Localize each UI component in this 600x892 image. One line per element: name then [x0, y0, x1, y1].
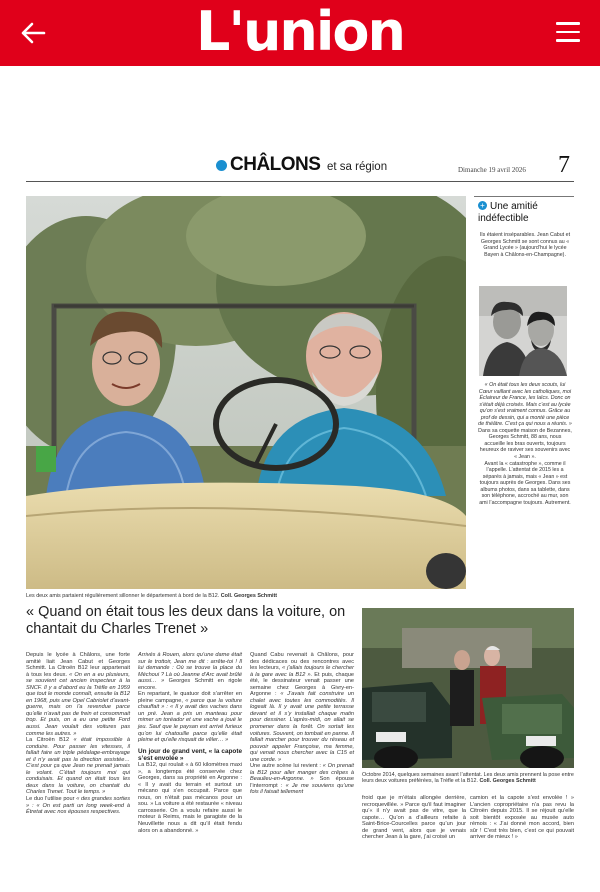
- col2-paragraph-1: Georges Schmitt en rigole encore.: [138, 678, 243, 691]
- col3-quote-4: « Je me souviens qu’une fois il faisait tellement: [250, 782, 354, 796]
- second-photo-caption: [362, 772, 574, 785]
- main-photo-credit: Coll. Georges Schmitt: [220, 593, 278, 599]
- col2-quote-2: « parce que la voiture chauffait » : « Il y avait des vaches dans un pré. Jean a pris un manteau pour mimer un toréador et une vache a joué le jeu. Sauf que le paysan est arrivé furieux qu’on lui chatouille parce qu’elle était pleine et qu’elle risquait de vêler… »: [138, 697, 242, 744]
- col3-quote-2: « J’avais fait construire un chalet avec toutes les commodités. Il logeait là. Il y avait une petite terrasse devant et il s’y installait chaque matin pour dessiner. L’après-midi, on allait se promener dans la forêt. On sortait les voitures. Souvent, on tombait en panne. Il fallait marcher pour trouver du réseau et pouvoir appeler Françoise, ma femme, qui venait nous chercher avec la C15 et une corde. »: [250, 691, 354, 763]
- sidebar-body: [478, 382, 572, 506]
- col3-paragraph-3: Une autre scène lui revient :: [250, 763, 321, 770]
- sidebar-lead: Ils étaient inséparables. Jean Cabut et Georges Schmitt se sont connus au « Grand Lycée » (aujourd’hui le lycée Bayen à Châlons-en-Champagne).: [479, 232, 571, 258]
- col1-quote-1: « On en a eu plusieurs, se souvient cet ancien inspecteur à la SNCF. Il y a d’abord eu la Trèfle en 1959 que tout le monde connaît, ensuite la B12 en 1968, puis une Opel Cabriolet d’avant-guerre, mais on l’a revendue parce qu’elle n’avait pas de frein et consommait trop. Et puis, on a eu une petite Ford aussi. Jean voulait des voitures pas comme les autres. »: [26, 671, 130, 737]
- app-header: [0, 0, 600, 66]
- article-column-4: froid que je m’étais allongée derrière, recroquevillée. » Parce qu’il faut imaginer qu’« il n’y avait pas de vitre, que la capote… Qu’on a d’ailleurs refaite à Saint-Brice-Courcelles parce qu’un jour de grand vent, alors que je venais chercher Jean à la gare, j’ai croisé un: [362, 795, 466, 841]
- section-subtitle: et sa région: [327, 161, 388, 173]
- col2-paragraph-2: En repartant, le quatuor doit s’arrêter en pleine campagne,: [138, 691, 242, 704]
- col2-paragraph-3: La B12, qui roulait « à 60 kilomètres maxi », a longtemps été conservée chez Georges, dans sa propriété en Argonne : « Il y avait du terrain et surtout un mécano qui s’en occupait. Parce que nous, on n’était pas mécanos pour un sou. » La voiture a été restaurée « niveau carrosserie. On a voulu refaire aussi le moteur à Reims, mais le garagiste de la Neuvillette nous a dit qu’il était fendu alors on a abandonné. »: [138, 762, 242, 834]
- article-column-1: [26, 652, 130, 816]
- col1-quote-2: « était impossible à conduire. Pour passer les vitesses, il fallait faire un triple pédalage-embrayage et il n’y avait pas la direction assistée… C’est pour ça que Jean ne prenait jamais le volant. C’était toujours moi qui conduisais. Et quand on était tous les deux dans la voiture, on chantait du Charles Trenet. Tout le temps. »: [26, 737, 130, 796]
- sidebar-divider: [474, 196, 574, 197]
- second-photo-illustration: [362, 608, 574, 768]
- col1-quote-3: « des grandes sorties » : « On est parti un long week-end à Étretat avec nos épouses respectives.: [26, 796, 131, 816]
- sidebar-paragraph-2: Avant la « catastrophe », comme il l’appelle. L’attentat de 2015 les a séparés à jamais, mais « Jean » est toujours auprès de Georges. Dans ses albums photos, dans sa tablette, dans son téléphone, accroché au mur, son ami l’accompagne toujours. Autrement.: [479, 460, 571, 506]
- sidebar-quote: « On était tous les deux scouts, lui Cœur vaillant avec les catholiques, moi Éclaireur de France, les laïcs. Donc on s’était déjà croisés. Mais c’est au lycée qu’on s’est vraiment connus. Grâce au prof de dessin, qui a monté une pièce de théâtre. C’est ça qui nous a réunis. »: [478, 382, 572, 428]
- article-headline: « Quand on était tous les deux dans la voiture, on chantait du Charles Trenet »: [26, 604, 346, 637]
- plus-icon: +: [478, 201, 487, 210]
- col3-quote-3: « On prenait la B12 pour aller manger des crêpes à Beaulieu-en-Argonne. »: [250, 763, 354, 783]
- second-photo-caption-text: Octobre 2014, quelques semaines avant l’attentat. Les deux amis prennent la pose entre leurs deux voitures préférées, la Trèfle et la B12.: [362, 772, 574, 785]
- page-number: 7: [558, 152, 570, 178]
- sidebar-paragraph-1: Dans sa coquette maison de Bezannes, Georges Schmitt, 88 ans, nous accueille les bras ouverts, toujours heureux de raviver ses souvenirs avec « Jean ».: [478, 427, 572, 461]
- second-photo-credit: Coll. Georges Schmitt: [479, 778, 536, 785]
- article-column-2: [138, 652, 242, 834]
- second-photo[interactable]: [362, 608, 574, 768]
- main-photo-illustration: [26, 196, 466, 589]
- article-subheading: Un jour de grand vent, « la capote s’est envolée »: [138, 747, 242, 762]
- sidebar-photo[interactable]: [479, 286, 567, 376]
- main-photo[interactable]: [26, 196, 466, 589]
- col3-paragraph-2: Et puis, chaque été, le dessinateur venait passer une semaine chez Georges à Givry-en-Argonne :: [250, 671, 354, 698]
- article-column-3: [250, 652, 354, 796]
- col3-paragraph-4: Son épouse l’interrompt :: [250, 776, 355, 789]
- app-logo: L'union: [196, 0, 404, 63]
- main-photo-caption-text: Les deux amis partaient régulièrement sillonner le département à bord de la B12.: [26, 593, 220, 599]
- sidebar-photo-illustration: [479, 286, 567, 376]
- main-photo-caption: [26, 593, 466, 599]
- menu-button[interactable]: [556, 22, 580, 42]
- col1-paragraph-1: Depuis le lycée à Châlons, une forte amitié liait Jean Cabut et Georges Schmitt. La Citroën B12 leur appartenait à tous les deux.: [26, 652, 130, 678]
- page-bottom: [0, 872, 600, 892]
- col3-quote-1: « j’allais toujours le chercher à la gare avec la B12 ».: [250, 665, 354, 678]
- col2-quote-1: Arrivés à Rouen, alors qu’une dame était sur le trottoir, Jean me dit : arrête-toi ! Il lui demande : Où se trouve la place du Méchoui ? Là où Jeanne d’Arc avait brûlé aussi… »: [138, 652, 242, 685]
- section-dot-icon: [216, 160, 227, 171]
- col1-paragraph-3: Le duo l’utilise pour: [26, 796, 75, 803]
- article-column-5: camion et la capote s’est envolée ! » L’ancien copropriétaire n’a pas revu la Citroën depuis 2015. Il se réjouit qu’elle soit bientôt exposée au musée auto rémois : « J’ai donné mon accord, bien sûr ! C’est très bien, c’est ce qui pouvait arriver de mieux ! »: [470, 795, 574, 841]
- edition-date: Dimanche 19 avril 2026: [458, 166, 526, 174]
- col3-paragraph-1: Quand Cabu revenait à Châlons, pour des dédicaces ou des rencontres avec les lecteurs,: [250, 652, 354, 672]
- hamburger-icon: [556, 22, 580, 25]
- section-name: CHÂLONS: [230, 154, 321, 175]
- col1-paragraph-2: La Citroën B12: [26, 737, 70, 744]
- section-header: [26, 152, 574, 182]
- section-divider: [26, 181, 574, 182]
- sidebar-title: + Une amitié indéfectible: [478, 201, 538, 224]
